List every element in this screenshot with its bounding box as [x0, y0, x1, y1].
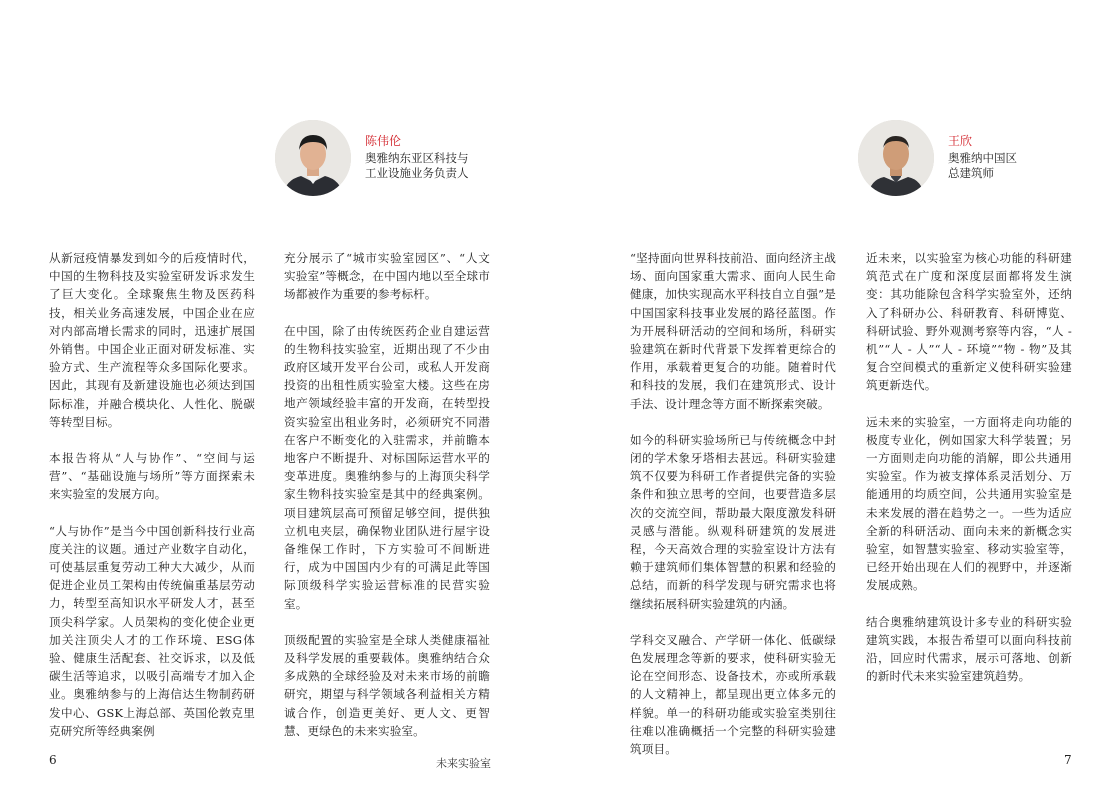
text-column-1 [49, 249, 255, 758]
author-title-line: 奥雅纳中国区 [948, 150, 1017, 165]
author-portrait [275, 120, 351, 196]
text-column-4 [866, 249, 1072, 703]
author-name: 陈伟伦 [365, 134, 402, 149]
portrait-photo-icon [858, 120, 934, 196]
author-name: 王欣 [948, 134, 973, 149]
body-paragraph: 从新冠疫情暴发到如今的后疫情时代，中国的生物科技及实验室研发诉求发生了巨大变化。全球聚焦生物及医药科技，相关业务高速发展，中国企业在应对内部高增长需求的同时，迅速扩展国外销售。中国企业正面对研发标准、实验方式、生产流程等众多国际化要求。因此，其现有及新建设施也必须达到国际标准，并融合模块化、人性化、脱碳等转型目标。 [49, 251, 255, 429]
author-card-chen [275, 120, 469, 196]
body-paragraph: 顶级配置的实验室是全球人类健康福祉及科学发展的重要载体。奥雅纳结合众多成熟的全球经验及对未来市场的前瞻研究，期望与科学领域各利益相关方精诚合作，创造更美好、更人文、更智慧、更绿色的未来实验室。 [284, 632, 490, 738]
body-paragraph: “坚持面向世界科技前沿、面向经济主战场、面向国家重大需求、面向人民生命健康，加快实现高水平科技自立自强”是中国国家科技事业发展的路径蓝图。作为开展科研活动的空间和场所，科研实验建筑在新时代背景下发挥着更综合的作用，承载着更复合的功能。随着时代和科技的发展，我们在建筑形式、设计手法、设计理念等方面不断探索突破。 [630, 251, 836, 411]
body-paragraph: 本报告将从“人与协作”、“空间与运营”、“基础设施与场所”等方面探索未来实验室的发展方向。 [49, 451, 255, 502]
author-card-wang [858, 120, 1017, 196]
text-column-3 [630, 249, 836, 776]
page-number-right: 7 [1064, 753, 1072, 767]
text-column-2 [284, 249, 490, 758]
author-portrait [858, 120, 934, 196]
body-paragraph: 结合奥雅纳建筑设计多专业的科研实验建筑实践，本报告希望可以面向科技前沿，回应时代需求，展示可落地、创新的新时代未来实验室建筑趋势。 [866, 614, 1072, 684]
body-paragraph: 在中国，除了由传统医药企业自建运营的生物科技实验室，近期出现了不少由政府区域开发平台公司，或私人开发商投资的出租性质实验室大楼。这些在房地产领域经验丰富的开发商，在转型投资实验室出租业务时，必须研究不同潜在客户不断变化的入驻需求，并前瞻本地客户不断提升、对标国际运营水平的变革进度。奥雅纳参与的上海顶尖科学家生物科技实验室是其中的经典案例。项目建筑层高可预留足够空间，提供独立机电夹层，确保物业团队进行屋宇设备维保工作时，下方实验可不间断进行，成为中国国内少有的可满足此等国际顶级科学实验运营标准的民营实验室。 [284, 323, 490, 611]
author-info [365, 134, 469, 182]
author-title-line: 奥雅纳东亚区科技与 [365, 150, 469, 165]
body-paragraph: 远未来的实验室，一方面将走向功能的极度专业化，例如国家大科学装置；另一方面则走向功能的消解，即公共通用实验室。作为被支撑体系灵活划分、万能通用的均质空间，公共通用实验室是未来发展的潜在趋势之一。一些为适应全新的科研活动、面向未来的新概念实验室，如智慧实验室、移动实验室等，已经开始出现在人们的视野中，并逐渐发展成熟。 [866, 414, 1072, 593]
body-paragraph: “人与协作”是当今中国创新科技行业高度关注的议题。通过产业数字自动化，可使基层重复劳动工种大大减少，从而促进企业员工架构由传统偏重基层劳动力，转型至高知识水平研发人才，甚至顶尖科学家。人员架构的变化使企业更加关注顶尖人才的工作环境、ESG体验、健康生活配套、社交诉求，以及低碳生活等追求，以吸引高端专才加入企业。奥雅纳参与的上海信达生物制药研发中心、GSK上海总部、英国伦敦克里克研究所等经典案例 [49, 523, 255, 738]
author-title-line: 总建筑师 [948, 166, 994, 181]
author-info [948, 134, 1017, 182]
body-paragraph: 充分展示了“城市实验室园区”、“人文实验室”等概念，在中国内地以至全球市场都被作为重要的参考标杆。 [284, 251, 490, 302]
body-paragraph: 如今的科研实验场所已与传统概念中封闭的学术象牙塔相去甚远。科研实验建筑不仅要为科研工作者提供完备的实验条件和独立思考的空间，也要营造多层次的交流空间，帮助最大限度激发科研灵感与潜能。纵观科研建筑的发展进程，今天高效合理的实验室设计方法有赖于建筑师们集体智慧的积累和经验的总结，而新的科学发现与研究需求也将继续拓展科研实验建筑的内涵。 [630, 432, 836, 611]
publication-title: 未来实验室 [436, 757, 491, 770]
body-paragraph: 学科交叉融合、产学研一体化、低碳绿色发展理念等新的要求，使科研实验无论在空间形态、设备技术，亦或所承载的人文精神上，都呈现出更立体多元的样貌。单一的科研功能或实验室类别往往难以准确概括一个完整的科研实验建筑项目。 [630, 632, 836, 757]
page-number-left: 6 [49, 753, 57, 767]
author-title-line: 工业设施业务负责人 [365, 166, 469, 181]
body-paragraph: 近未来，以实验室为核心功能的科研建筑范式在广度和深度层面都将发生演变：其功能除包含科学实验室外，还纳入了科研办公、科研教育、科研博览、科研试验、野外观测考察等内容，“人 - 机”“人 - 人”“人 - 环境”“物 - 物”及其复合空间模式的重新定义使科研实验建筑更新迭代。 [866, 251, 1072, 393]
portrait-photo-icon [275, 120, 351, 196]
